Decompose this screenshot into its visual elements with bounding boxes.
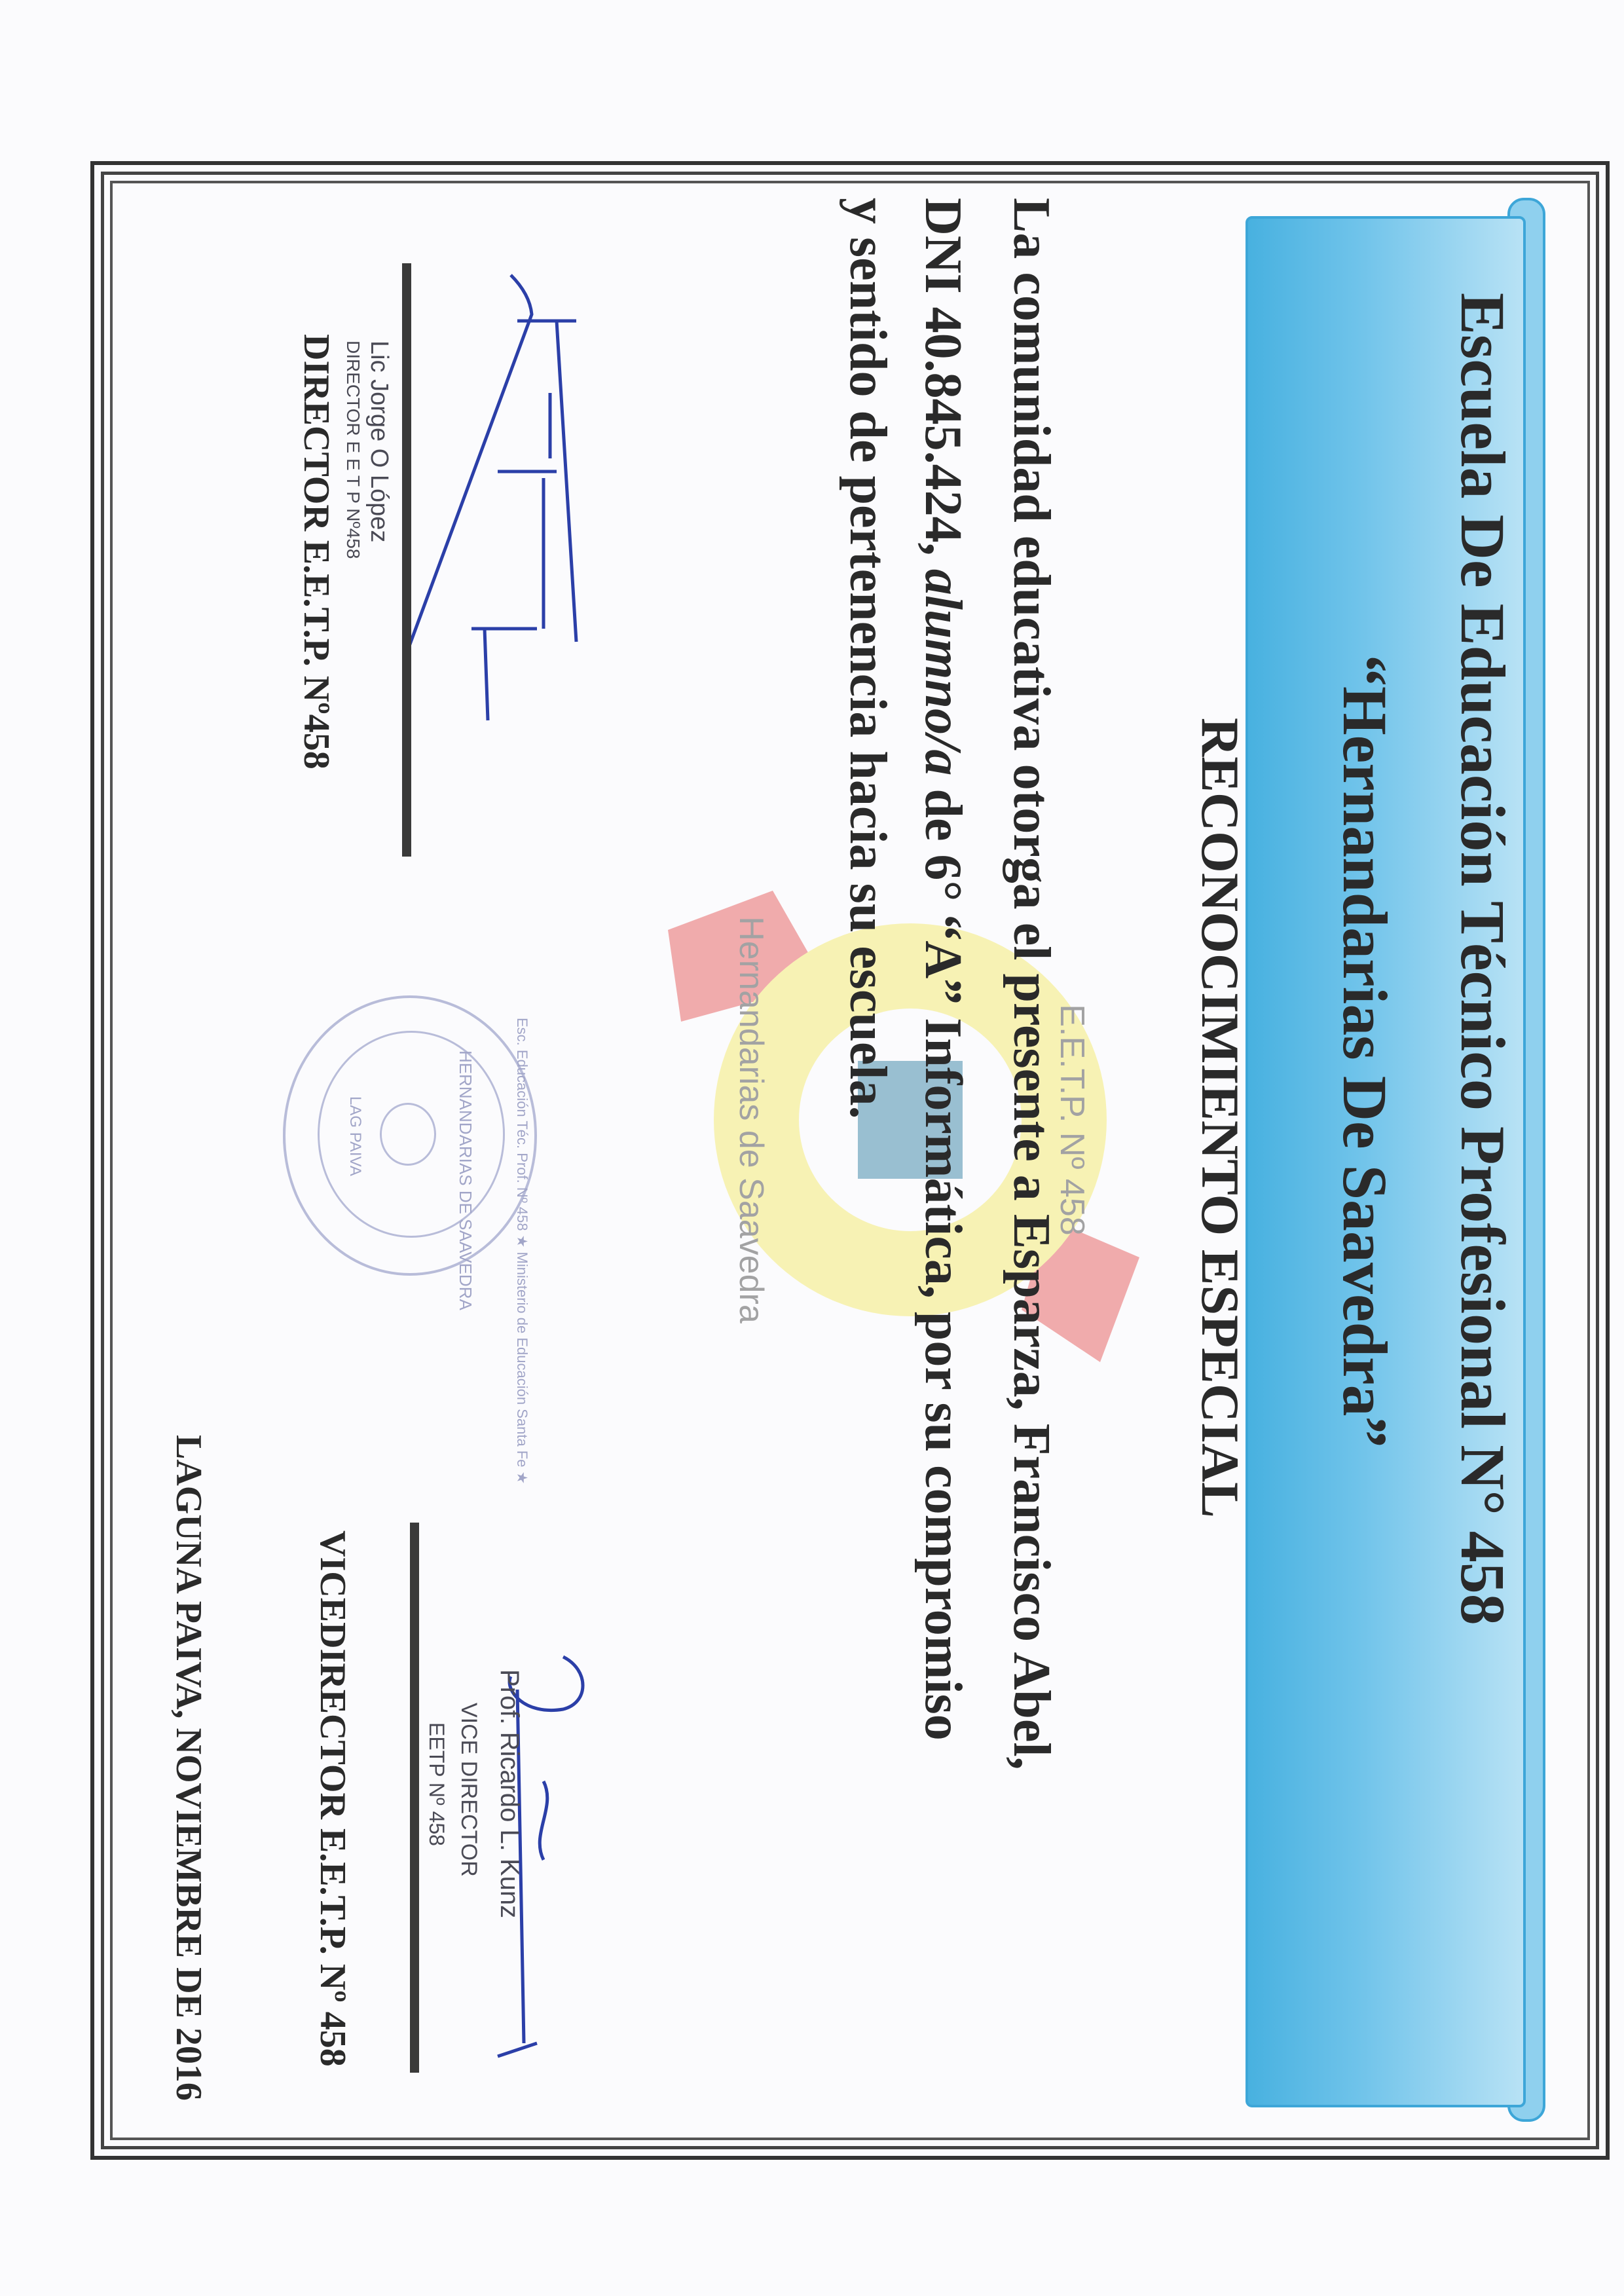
director-caption: DIRECTOR E.E.T.P. Nº458 <box>296 334 337 769</box>
school-seal <box>283 995 537 1485</box>
seal-outer-text: Esc. Educación Téc. Prof. Nº 458 ★ Ministerio de Educación Santa Fe ★ <box>514 1018 530 1485</box>
school-line: Escuela De Educación Técnico Profesional N° 458 <box>1448 293 1518 1625</box>
body-dni: DNI 40.845.424, <box>914 198 972 569</box>
school-logo <box>642 851 1179 1388</box>
body-course: de 6° “A” Informática, por su compromiso <box>914 775 972 1741</box>
vice-director-stamp-name: Prof. Ricardo L. Kunz <box>495 1669 524 1919</box>
director-signature <box>393 262 602 864</box>
seal-inner-text: HERNANDARIAS DE SAAVEDRA <box>456 1050 475 1310</box>
vice-director-caption: VICEDIRECTOR E.E.T.P. Nº 458 <box>312 1530 353 2067</box>
body-line-3: y sentido de pertenencia hacia su escuela. <box>839 198 896 1119</box>
director-stamp-name: Lic Jorge O López <box>365 341 393 543</box>
director-stamp-role: DIRECTOR E E T P Nº458 <box>343 341 363 559</box>
school-name: “Hernandarias De Saavedra” <box>1330 655 1400 1448</box>
body-student-role: alumno/a <box>914 568 972 776</box>
place-date: LAGUNA PAIVA, NOVIEMBRE DE 2016 <box>168 1435 209 2101</box>
body-line-1: La comunidad educativa otorga el presente a Esparza, Francisco Abel, <box>1003 198 1060 1770</box>
seal-emblem-icon <box>380 1103 436 1166</box>
vice-director-signature-line <box>410 1523 419 2073</box>
certificate-title: RECONOCIMIENTO ESPECIAL <box>1190 718 1250 1518</box>
logo-text-top: E.E.T.P. Nº 458 <box>1053 1004 1091 1236</box>
vice-director-stamp-role: VICE DIRECTOR <box>456 1703 481 1877</box>
body-line-2 <box>913 198 972 1741</box>
director-signature-line <box>402 263 411 857</box>
seal-place: LAG PAIVA <box>346 1096 364 1176</box>
vice-director-stamp-school: EETP Nº 458 <box>425 1722 449 1846</box>
logo-text-bottom: Hernandarias de Saavedra <box>732 916 770 1324</box>
